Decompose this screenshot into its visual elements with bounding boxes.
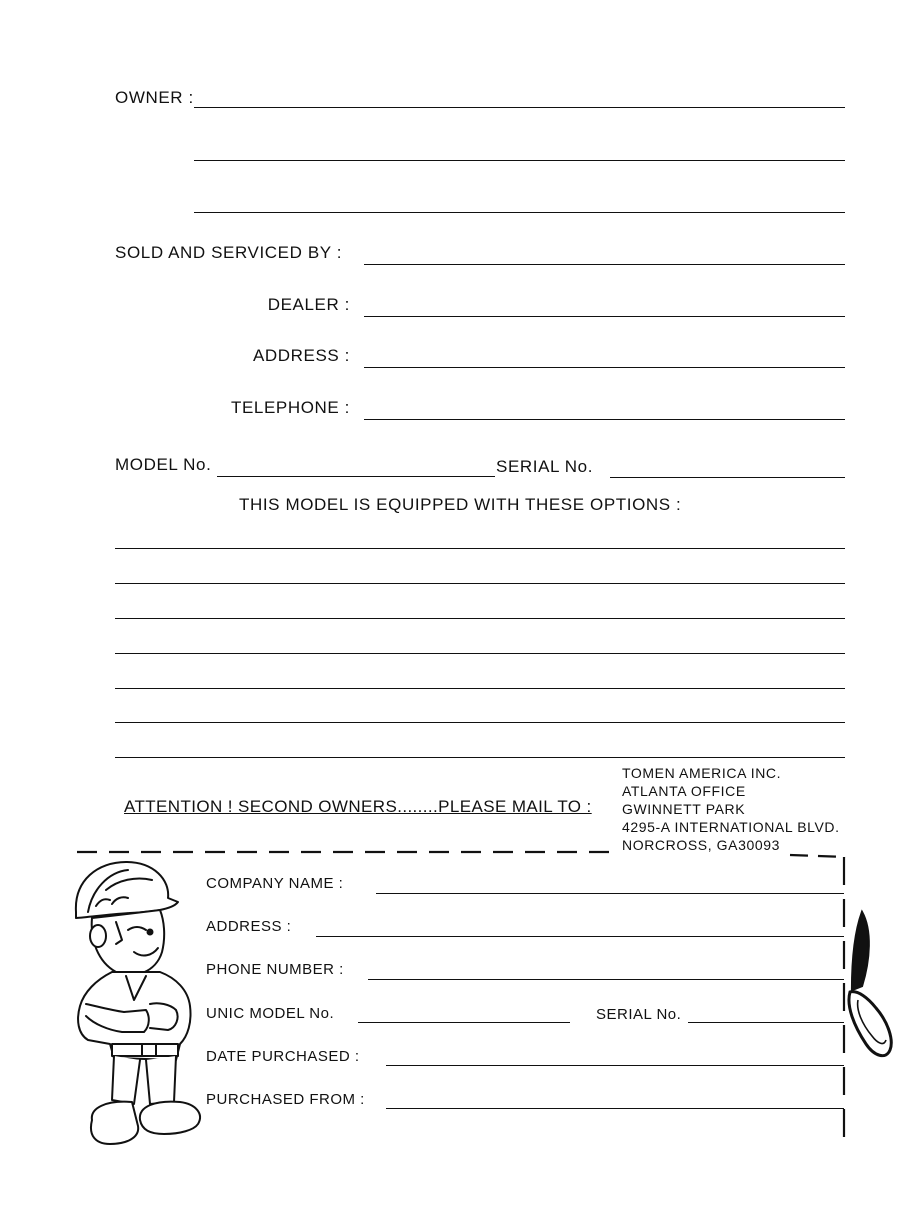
owner-label: OWNER : <box>115 88 194 107</box>
address-label: ADDRESS : <box>252 346 350 365</box>
company-name-line[interactable] <box>376 893 844 894</box>
date-purchased-label: DATE PURCHASED : <box>206 1048 360 1065</box>
card-address-label: ADDRESS : <box>206 918 292 935</box>
address-line-city: NORCROSS, GA30093 <box>622 837 781 853</box>
unic-model-line[interactable] <box>358 1022 570 1023</box>
sold-serviced-label: SOLD AND SERVICED BY : <box>115 243 343 262</box>
address-line-street: 4295-A INTERNATIONAL BLVD. <box>622 819 840 835</box>
telephone-label: TELEPHONE : <box>230 398 350 417</box>
date-purchased-line[interactable] <box>386 1065 844 1066</box>
company-name-label: COMPANY NAME : <box>206 875 344 892</box>
options-heading: THIS MODEL IS EQUIPPED WITH THESE OPTIONS : <box>239 495 682 514</box>
model-no-label: MODEL No. <box>115 455 212 474</box>
phone-number-line[interactable] <box>368 979 844 980</box>
purchased-from-line[interactable] <box>386 1108 844 1109</box>
card-serial-line[interactable] <box>688 1022 844 1023</box>
address-line-office: ATLANTA OFFICE <box>622 783 746 799</box>
dealer-label: DEALER : <box>267 295 350 314</box>
card-serial-label: SERIAL No. <box>596 1006 682 1023</box>
address-line-company: TOMEN AMERICA INC. <box>622 765 782 781</box>
phone-number-label: PHONE NUMBER : <box>206 961 344 978</box>
attention-text: ATTENTION ! SECOND OWNERS........PLEASE MAIL TO : <box>124 797 592 816</box>
address-line-park: GWINNETT PARK <box>622 801 746 817</box>
scissors-icon <box>849 912 891 1056</box>
card-address-line[interactable] <box>316 936 844 937</box>
unic-model-label: UNIC MODEL No. <box>206 1005 335 1022</box>
worker-mascot-icon <box>76 862 200 1144</box>
serial-no-label: SERIAL No. <box>496 457 594 476</box>
dashed-cut-line <box>77 852 846 1148</box>
purchased-from-label: PURCHASED FROM : <box>206 1091 365 1108</box>
